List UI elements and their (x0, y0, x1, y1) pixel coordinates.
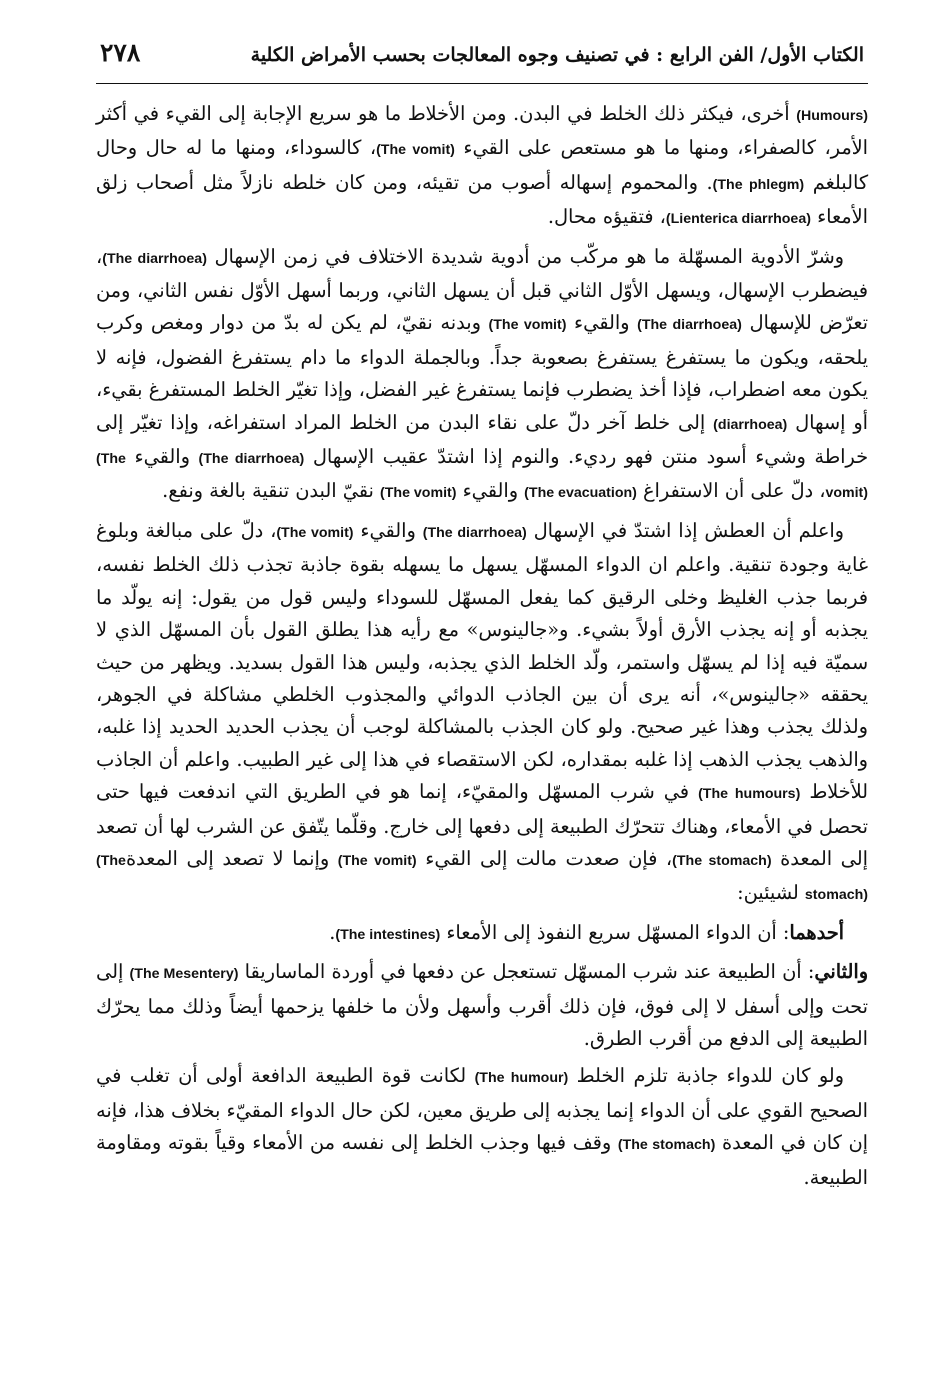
english-term: (The evacuation) (524, 485, 637, 502)
arabic-text: في شرب المسهّل والمقيّء، إنما هو في الطريق التي اندفعت فيها حتى تحصل في الأمعاء، وهناك تتحرّك الطبيعة إلى دفعها إلى خارج. وقلّما يتّفق عن الشرب لها أن تصعد إلى المعدة (96, 780, 868, 870)
paragraph-3 (96, 515, 868, 912)
english-term: (The diarrhoea) (102, 250, 207, 267)
english-term: (Humours) (796, 108, 868, 124)
page-number: ٢٧٨ (100, 38, 141, 67)
arabic-text: إلى خلط آخر دلّ على نقاء البدن من الخلط المراد استفراغه، وإذا تغيّر إلى خراطة وشيء أسود منتن فهو رديء. والنوم إذا اشتدّ عقيب الإسهال (96, 410, 868, 469)
arabic-text: وقف فيها وجذب الخلط إلى نفسه من الأمعاء وقياً بقوته ومقاومة الطبيعة. (96, 1131, 868, 1189)
english-term: (The humour) (474, 1070, 569, 1087)
paragraph-6 (96, 1060, 868, 1194)
english-term: (diarrhoea) (713, 416, 788, 433)
english-term: (The phlegm) (712, 176, 805, 193)
english-term: (The stomach) (672, 852, 772, 869)
english-term: (The vomit) (96, 451, 868, 502)
arabic-text: نقيّ البدن تنقية بالغة ونفع. (162, 479, 381, 503)
arabic-text: والقيء (456, 479, 525, 503)
english-term: (The vomit) (376, 142, 455, 159)
arabic-text: وإنما لا تصعد إلى المعدة (125, 846, 338, 870)
arabic-text: وبدنه نقيّ، لم يكن له بدّ من دوار ومغص وكرب يلحقه، ويكون ما يستفرغ يستفرغ بصعوبة جداً. وبالجملة الدواء ما دام يستفرغ الفضول، فإنه لا يكون معه اضطراب، فإذا أخذ يضطرب فإنما يستفرغ غير الفضل، وإذا تغيّر الخلط المستفرغ بقيء، أو إسهال (96, 311, 868, 434)
arabic-text: . (329, 920, 336, 944)
english-term: (The vomit) (488, 317, 567, 334)
arabic-text: ، فإن صعدت مالت إلى القيء (416, 846, 673, 870)
arabic-text: ، فتقيؤه محال. (547, 205, 666, 229)
arabic-text: إلى تحت وإلى أسفل لا إلى فوق، فإن ذلك أقرب وأسهل ولأن ما خلفها يزحمها أيضاً وذلك مما يحرّك الطبيعة إلى الدفع من أقرب الطرق. (96, 960, 868, 1050)
arabic-text: أخرى، فيكثر ذلك الخلط في البدن. ومن الأخلاط ما هو سريع الإجابة إلى القيء في أكثر الأمر، كالصفراء، ومنها ما هو مستعص على القيء (96, 102, 869, 160)
paragraph-5-second-reason (96, 956, 868, 1055)
english-term: (The vomit) (276, 524, 354, 541)
body-text (96, 98, 868, 1194)
arabic-text: واعلم أن العطش إذا اشتدّ في الإسهال (526, 518, 844, 542)
lead-word: أحدهما (789, 920, 844, 944)
english-term: (The stomach) (617, 1137, 716, 1154)
english-term: (The diarrhoea) (637, 317, 742, 334)
paragraph-1 (96, 98, 868, 236)
book-page (96, 38, 868, 1341)
arabic-text: والقيء (125, 445, 199, 469)
running-header (96, 38, 868, 84)
arabic-text: : أن الدواء المسهّل سريع النفوذ إلى الأمعاء (440, 920, 790, 944)
arabic-text: لكانت قوة الطبيعة الدافعة أولى أن تغلب في الصحيح القوي على أن الدواء إنما يجذبه إلى طريق معين، لكن حال الدواء المقيّء بخلاف هذا، فإنه إن كان في المعدة (96, 1064, 868, 1155)
english-term: (Lienterica diarrhoea) (665, 211, 811, 228)
arabic-text: ، فيضطرب الإسهال، ويسهل الأوّل الثاني قبل أن يسهل الثاني، وربما أسهل الأوّل نفس الثاني، ومن تعرّض للإسهال (96, 244, 868, 335)
arabic-text: لشيئين: (737, 881, 805, 905)
english-term: (The stomach) (96, 852, 868, 904)
english-term: (The intestines) (335, 926, 441, 943)
arabic-text: ، دلّ على مبالغة وبلوغ غاية وجودة تنقية. واعلم ان الدواء المسهّل يسهل ما يسهله بقوة جاذبة تجذب ذلك الخلط نفسه، فربما جذب الغليظ وخلى الرقيق كما يفعل المسهّل للسوداء وليس قول من يقول: إنه يولّد ما يجذبه أو إنه يجذب الأرق أولاً بشيء. و«جالينوس» مع رأيه هذا يطلق القول بأن المسهّل الذي لا سميّة فيه إذا لم يسهّل واستمر، ولّد الخلط الذي يجذبه، وليس هذا القول بسديد. ويظهر من حيث يحققه «جالينوس»، أنه يرى أن بين الجاذب الدوائي والمجذوب الخلطي مشاكلة في الجوهر، ولذلك يجذب وهذا غير صحيح. ولو كان الجذب بالمشاكلة لوجب أن يجذب الحديد الحديد إذا غلبه، والذهب يجذب الذهب إذا غلبه بمقداره، لكن الاستقصاء في هذا إلى غير الطبيب. واعلم أن الجاذب للأخلاط (96, 518, 868, 804)
arabic-text: وشرّ الأدوية المسهّلة ما هو مركّب من أدوية شديدة الاختلاف في زمن الإسهال (206, 244, 844, 268)
arabic-text: ولو كان للدواء جاذبة تلزم الخلط (568, 1064, 844, 1088)
arabic-text: . والمحموم إسهاله أصوب من تقيئه، ومن كان خلطه نازلاً مثل أصحاب زلق الأمعاء (96, 170, 868, 229)
english-term: (The diarrhoea) (198, 451, 305, 468)
arabic-text: ، كالسوداء، ومنها ما له حال وحال كالبلغم (96, 136, 868, 194)
chapter-title: الكتاب الأول/ الفن الرابع : في تصنيف وجوه المعالجات بحسب الأمراض الكلية (250, 44, 864, 66)
arabic-text: : أن الطبيعة عند شرب المسهّل تستعجل عن دفعها في أوردة الماساريقا (238, 960, 815, 984)
english-term: (The vomit) (380, 485, 457, 502)
lead-word: والثاني (814, 960, 869, 984)
english-term: (The vomit) (337, 852, 417, 869)
english-term: (The Mesentery) (129, 966, 239, 983)
arabic-text: والقيء (566, 311, 638, 335)
paragraph-4-first-reason (96, 917, 868, 951)
paragraph-2 (96, 241, 868, 510)
english-term: (The diarrhoea) (422, 524, 527, 541)
arabic-text: ، دلّ على أن الاستفراغ (636, 479, 826, 503)
english-term: (The humours) (698, 786, 801, 803)
arabic-text: والقيء (353, 518, 423, 542)
